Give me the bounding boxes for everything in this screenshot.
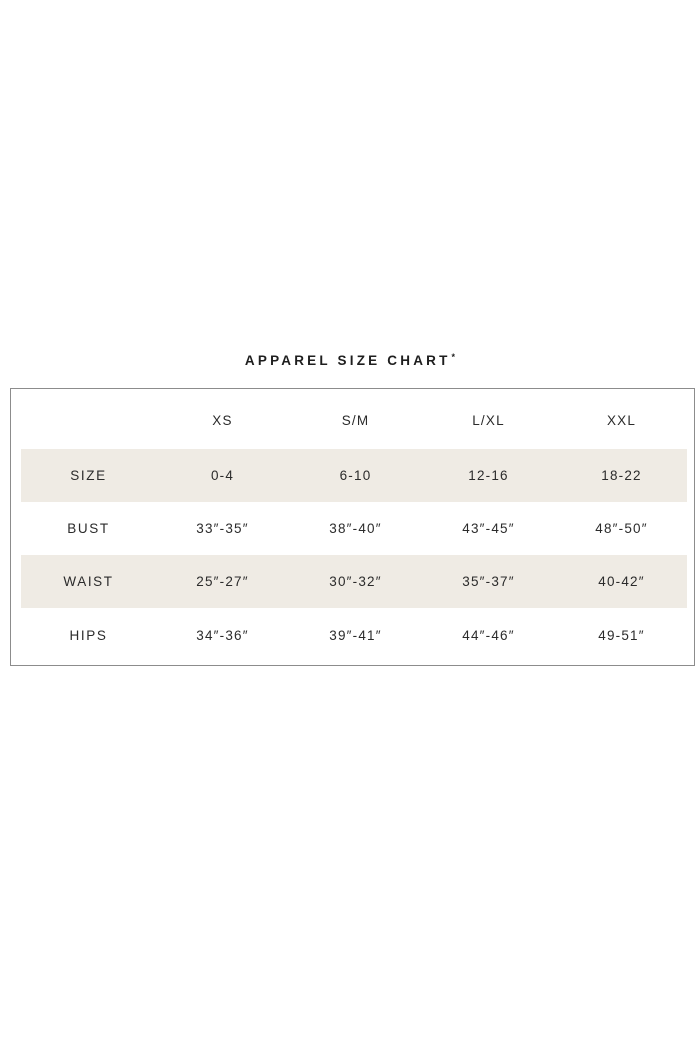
table-cell: 25″-27″ xyxy=(196,574,249,589)
table-cell: 40-42″ xyxy=(598,574,645,589)
table-cell: 0-4 xyxy=(210,468,235,483)
row-label-size: SIZE xyxy=(70,468,107,483)
table-row-waist xyxy=(21,555,687,608)
header-row xyxy=(21,395,687,445)
table-cell: 12-16 xyxy=(468,468,509,483)
table-cell: 34″-36″ xyxy=(196,628,249,643)
column-header-xxl: XXL xyxy=(606,412,637,428)
table-cell: 48″-50″ xyxy=(595,521,648,536)
table-row-bust xyxy=(21,502,687,555)
table-cell: 39″-41″ xyxy=(329,628,382,643)
table-cell: 6-10 xyxy=(339,468,372,483)
row-label-hips: HIPS xyxy=(69,628,108,643)
row-label-waist: WAIST xyxy=(63,574,114,589)
column-header-s-m: S/M xyxy=(341,412,370,428)
title-asterisk: * xyxy=(451,352,456,362)
table-cell: 43″-45″ xyxy=(462,521,515,536)
table-cell: 38″-40″ xyxy=(329,521,382,536)
table-cell: 35″-37″ xyxy=(462,574,515,589)
table-row-hips xyxy=(21,609,687,662)
table-cell: 30″-32″ xyxy=(329,574,382,589)
size-chart-title xyxy=(0,352,700,368)
column-header-xs: XS xyxy=(212,412,233,428)
column-header-l-xl: L/XL xyxy=(472,412,505,428)
size-chart-table xyxy=(10,388,695,666)
table-cell: 44″-46″ xyxy=(462,628,515,643)
table-cell: 18-22 xyxy=(601,468,642,483)
table-cell: 33″-35″ xyxy=(196,521,249,536)
table-cell: 49-51″ xyxy=(598,628,645,643)
row-label-bust: BUST xyxy=(67,521,110,536)
size-chart-title-text: APPAREL SIZE CHART xyxy=(244,353,451,368)
table-row-size xyxy=(21,449,687,502)
